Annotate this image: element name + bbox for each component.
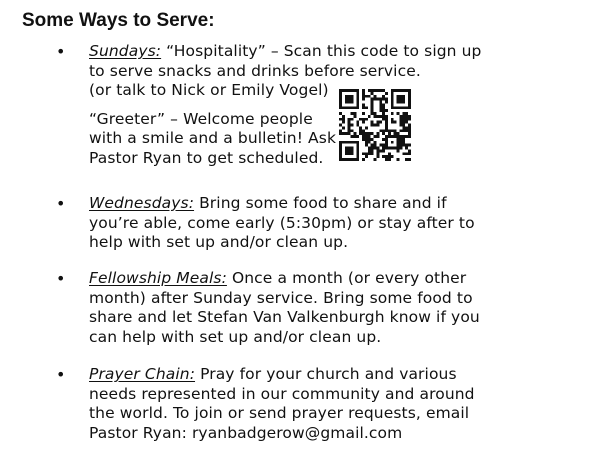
item-line: Pastor Ryan: ryanbadgerow@gmail.com	[89, 423, 403, 442]
item-lead-sundays: Sundays:	[89, 42, 162, 60]
item-line: Wednesdays: Bring some food to share and if	[89, 194, 447, 212]
item-line: with a smile and a bulletin! Ask	[89, 129, 337, 147]
qr-code-icon[interactable]	[339, 89, 411, 161]
item-body	[89, 365, 475, 443]
item-line: month) after Sunday service. Bring some food to	[89, 288, 473, 307]
item-line	[89, 101, 481, 110]
item-lead-prayer-chain: Prayer Chain:	[89, 365, 196, 383]
bullet: •	[56, 42, 66, 61]
bullet: •	[56, 269, 66, 288]
item-body	[89, 42, 481, 168]
item-line: can help with set up and/or clean up.	[89, 327, 382, 346]
item-lead-wednesdays: Wednesdays:	[89, 194, 195, 212]
item-line: help with set up and/or clean up.	[89, 233, 349, 251]
item-line: “Greeter” – Welcome people	[89, 109, 313, 128]
bullet: •	[56, 194, 66, 213]
bullet: •	[56, 365, 66, 384]
item-body	[89, 194, 475, 253]
item-line: Prayer Chain: Pray for your church and various	[89, 365, 457, 383]
item-line: the world. To join or send prayer requests, email	[89, 404, 470, 422]
item-line: Pastor Ryan to get scheduled.	[89, 148, 324, 167]
item-body	[89, 269, 480, 347]
item-lead-fellowship-meals: Fellowship Meals:	[89, 269, 227, 287]
item-line: share and let Stefan Van Valkenburgh know if you	[89, 308, 480, 326]
item-line: (or talk to Nick or Emily Vogel)	[89, 81, 329, 99]
item-line: needs represented in our community and around	[89, 384, 475, 403]
item-line: Fellowship Meals: Once a month (or every other	[89, 269, 467, 287]
item-line: Sundays: “Hospitality” – Scan this code to sign up	[89, 42, 482, 60]
item-line: to serve snacks and drinks before service.	[89, 61, 421, 80]
item-line: you’re able, come early (5:30pm) or stay after to	[89, 213, 475, 232]
page-title: Some Ways to Serve:	[22, 10, 215, 31]
